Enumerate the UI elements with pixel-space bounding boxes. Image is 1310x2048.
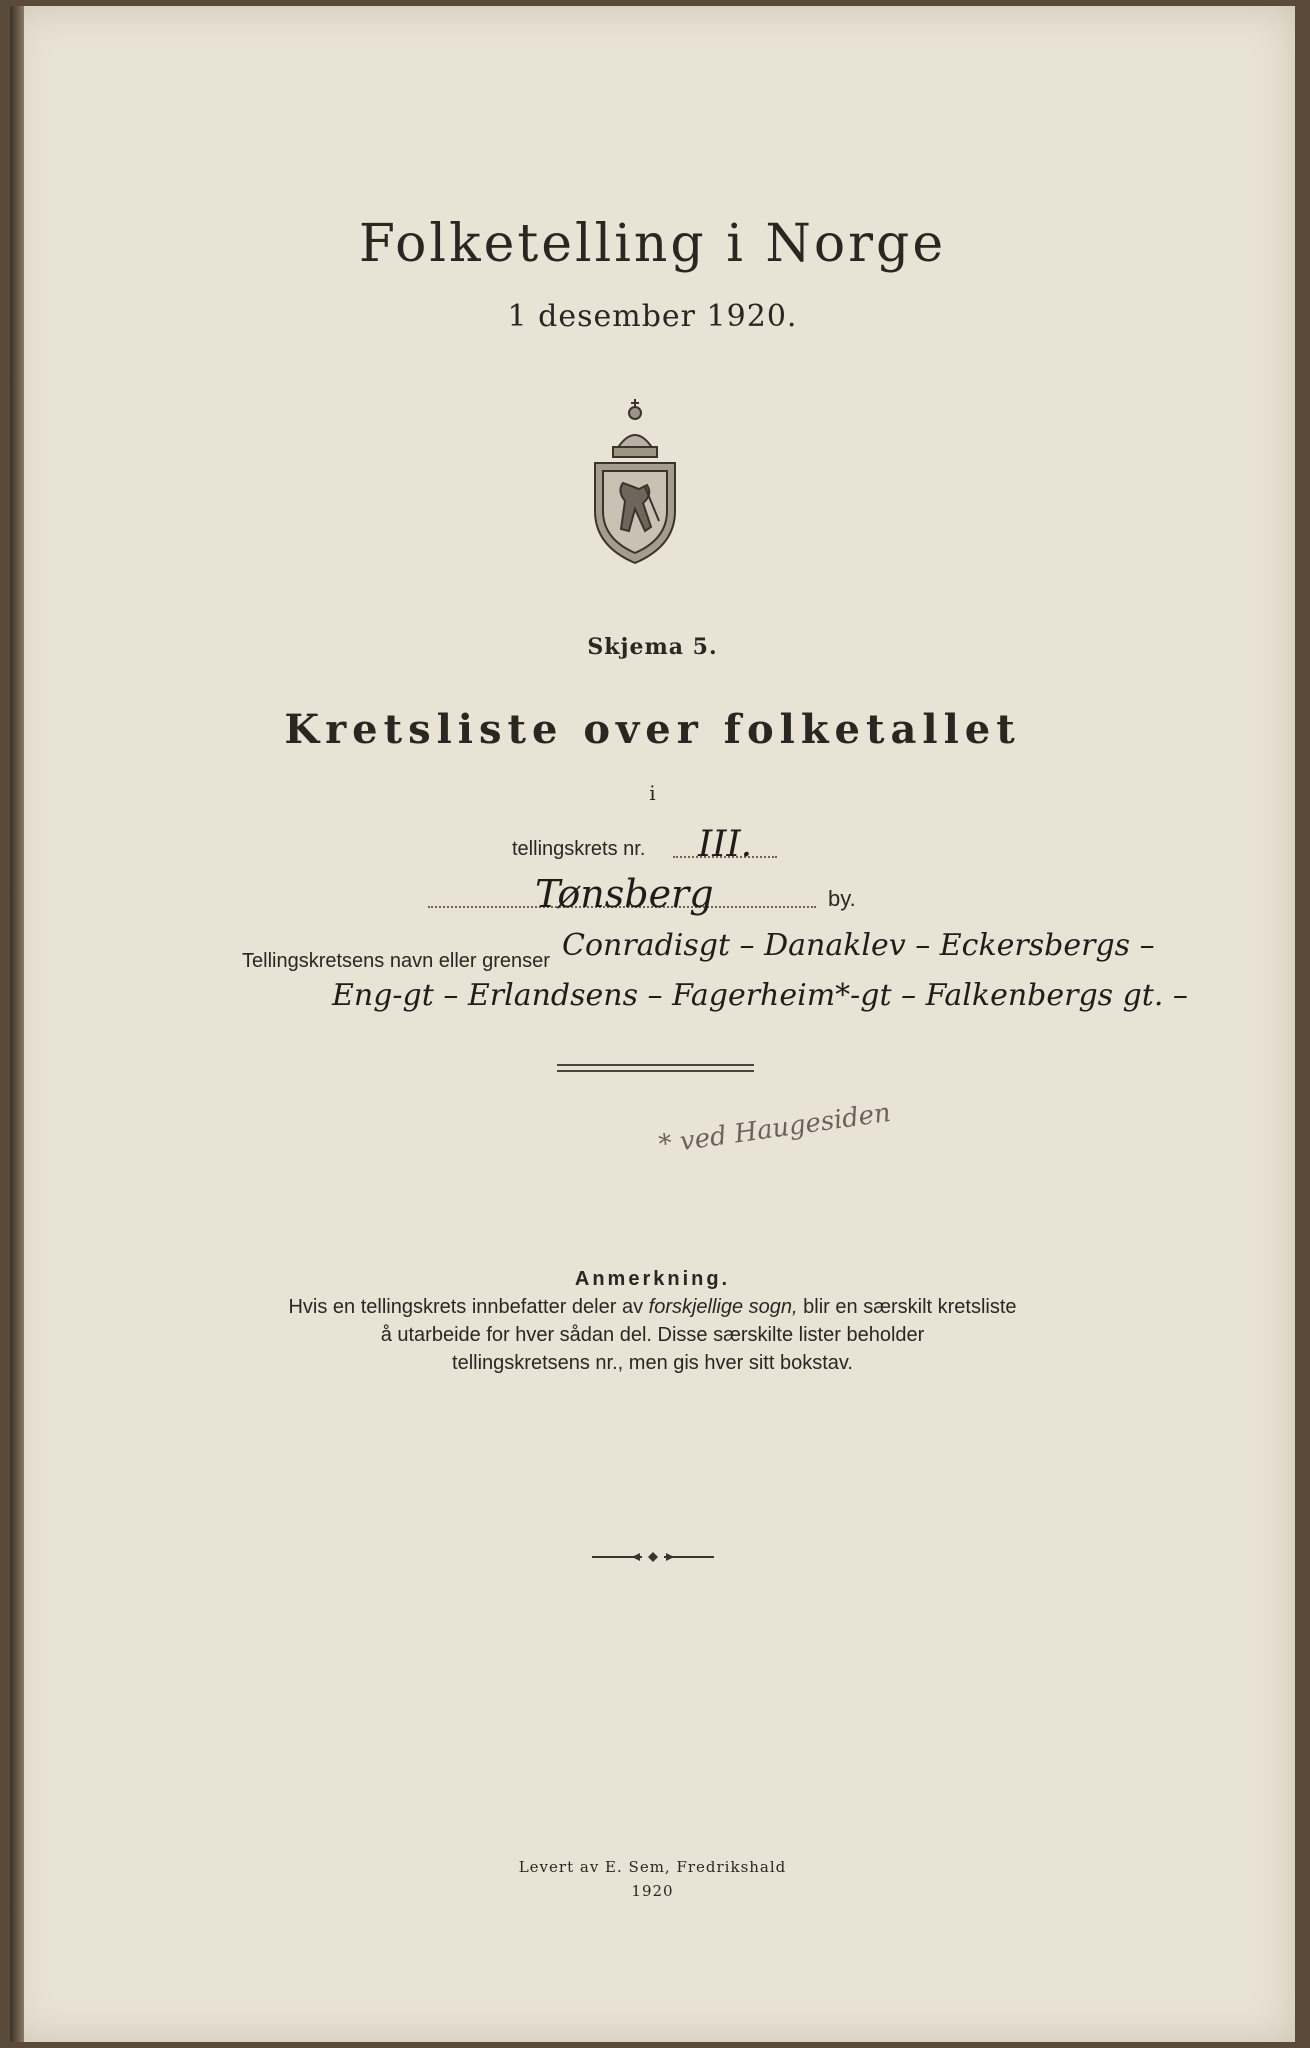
handwritten-footnote: * ved Haugesiden [657, 1097, 893, 1161]
district-number: III. [698, 824, 753, 865]
form-heading: Kretsliste over folketallet [284, 706, 1021, 753]
document-page [10, 6, 1295, 2042]
print-year: 1920 [631, 1882, 674, 1900]
note-line-2: å utarbeide for hver sådan del. Disse særskilte lister beholder [380, 1324, 925, 1346]
boundaries-line-2: Eng-gt – Erlandsens – Fagerheim*-gt – Falkenbergs gt. – [332, 978, 1188, 1013]
boundaries-label: Tellingskretsens navn eller grenser [242, 950, 550, 972]
town-suffix: by. [828, 886, 856, 911]
note-line-1-start: Hvis en tellingskrets innbefatter deler av [288, 1296, 649, 1318]
schema-number: Skjema 5. [587, 634, 718, 660]
norwegian-coat-of-arms-icon [587, 391, 683, 566]
note-line-1-end: blir en særskilt kretsliste [797, 1296, 1017, 1318]
ornament-divider-icon [592, 1551, 714, 1563]
town-name: Tønsberg [535, 872, 714, 916]
note-line-3: tellingskretsens nr., men gis hver sitt bokstav. [452, 1352, 853, 1374]
divider-rule-top [557, 1064, 754, 1066]
preposition-i: i [649, 781, 656, 805]
note-line-1 [10, 1296, 1295, 1319]
note-title: Anmerkning. [574, 1268, 731, 1290]
page-title: Folketelling i Norge [358, 214, 947, 274]
district-label: tellingskrets nr. [512, 838, 646, 860]
census-date: 1 desember 1920. [507, 299, 798, 334]
note-emphasis: forskjellige sogn, [648, 1296, 798, 1318]
printer-credit: Levert av E. Sem, Fredrikshald [518, 1858, 787, 1876]
divider-rule-bottom [557, 1070, 754, 1072]
boundaries-line-1: Conradisgt – Danaklev – Eckersbergs – [562, 928, 1155, 963]
